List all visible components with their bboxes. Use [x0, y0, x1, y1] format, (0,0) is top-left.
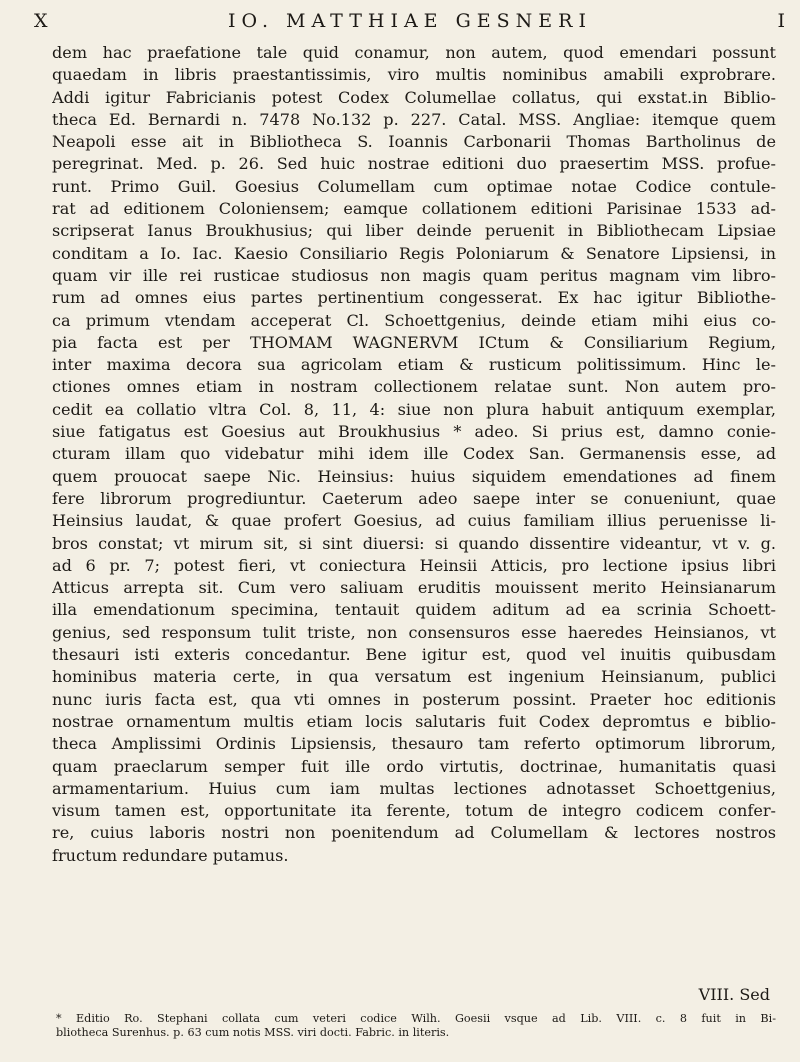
text-line: quem prouocat saepe Nic. Heinsius: huius siquidem emendationes ad finem	[52, 466, 776, 486]
text-line: peregrinat. Med. p. 26. Sed huic nostrae editioni duo praesertim MSS. profue-	[52, 154, 776, 174]
text-line: runt. Primo Guil. Goesius Columellam cum optimae notae Codice contule-	[52, 176, 776, 196]
text-line: genius, sed responsum tulit triste, non consensuros esse haeredes Heinsianos, vt	[52, 622, 776, 642]
text-line: re, cuius laboris nostri non poenitendum ad Columellam & lectores nostros	[52, 823, 776, 843]
text-line: theca Amplissimi Ordinis Lipsiensis, thesauro tam referto optimorum librorum,	[52, 734, 776, 754]
text-line: dem hac praefatione tale quid conamur, non autem, quod emendari possunt	[52, 43, 776, 62]
text-line: cturam illam quo videbatur mihi idem ille Codex San. Germanensis esse, ad	[52, 444, 776, 464]
text-line: fructum redundare putamus.	[52, 845, 289, 865]
text-line: rum ad omnes eius partes pertinentium congesserat. Ex hac igitur Bibliothe-	[52, 288, 776, 308]
text-line: inter maxima decora sua agricolam etiam & rusticum politissimum. Hinc le-	[52, 355, 776, 375]
main-text	[52, 42, 776, 867]
text-line: ca primum vtendam acceperat Cl. Schoettgenius, deinde etiam mihi eius co-	[52, 310, 776, 330]
text-line: fere librorum progrediuntur. Caeterum adeo saepe inter se conueniunt, quae	[52, 488, 776, 508]
text-line: conditam a Io. Iac. Kaesio Consiliario Regis Poloniarum & Senatore Lipsiensi, in	[52, 243, 776, 263]
text-line: cedit ea collatio vltra Col. 8, 11, 4: siue non plura habuit antiquum exemplar,	[52, 399, 776, 419]
text-line: Atticus arrepta sit. Cum vero saliuam eruditis mouissent merito Heinsianarum	[52, 578, 776, 598]
text-line: bros constat; vt mirum sit, si sint diuersi: si quando dissentire videantur, vt v. g.	[52, 533, 776, 553]
text-line: ctiones omnes etiam in nostram collectionem relatae sunt. Non autem pro-	[52, 377, 776, 397]
text-line: nunc iuris facta est, qua vti omnes in posterum possint. Praeter hoc editionis	[52, 689, 776, 709]
text-line: hominibus materia certe, in qua versatum est ingenium Heinsianum, publici	[52, 667, 776, 687]
text-line: quaedam in libris praestantissimis, viro multis nominibus amabili exprobrare.	[52, 65, 776, 85]
text-line: scripserat Ianus Broukhusius; qui liber deinde peruenit in Bibliothecam Lipsiae	[52, 221, 776, 241]
text-line: illa emendationum specimina, tentauit quidem aditum ad ea scrinia Schoett-	[52, 600, 776, 620]
running-head-right-mark: I	[777, 10, 788, 32]
text-line: Neapoli esse ait in Bibliotheca S. Ioannis Carbonarii Thomas Bartholinus de	[52, 132, 776, 152]
text-line: armamentarium. Huius cum iam multas lectiones adnotasset Schoettgenius,	[52, 778, 776, 798]
footnote-line: * Editio Ro. Stephani collata cum veteri codice Wilh. Goesii vsque ad Lib. VIII. c. 8 fuit in Bi-	[56, 1012, 776, 1025]
text-line: quam vir ille rei rusticae studiosus non magis quam peritus magnam vim libro-	[52, 265, 776, 285]
text-line: ad 6 pr. 7; potest fieri, vt coniectura Heinsii Atticis, pro lectione ipsius libri	[52, 555, 776, 575]
text-line: nostrae ornamentum multis etiam locis salutaris fuit Codex depromtus e biblio-	[52, 711, 776, 731]
text-line: thesauri isti exteris concedantur. Bene igitur est, quod vel inuitis quibusdam	[52, 645, 776, 665]
text-line: Addi igitur Fabricianis potest Codex Columellae collatus, qui exstat.in Biblio-	[52, 87, 776, 107]
catchword: VIII. Sed	[698, 985, 770, 1004]
text-line: rat ad editionem Coloniensem; eamque collationem editioni Parisinae 1533 ad-	[52, 199, 776, 219]
running-head	[28, 6, 788, 36]
text-line: quam praeclarum semper fuit ille ordo virtutis, doctrinae, humanitatis quasi	[52, 756, 776, 776]
text-line: pia facta est per THOMAM WAGNERVM ICtum & Consiliarium Regium,	[52, 332, 776, 352]
text-line: visum tamen est, opportunitate ita ferente, totum de integro codicem confer-	[52, 801, 776, 821]
text-line: Heinsius laudat, & quae profert Goesius, ad cuius familiam illius peruenisse li-	[52, 511, 776, 531]
footnote	[56, 1012, 776, 1040]
text-line: theca Ed. Bernardi n. 7478 No.132 p. 227. Catal. MSS. Angliae: itemque quem	[52, 109, 776, 129]
footnote-line: bliotheca Surenhus. p. 63 cum notis MSS. viri docti. Fabric. in literis.	[56, 1026, 450, 1039]
running-title: IO. MATTHIAE GESNERI	[228, 10, 592, 32]
page-number: X	[34, 10, 51, 32]
text-line: siue fatigatus est Goesius aut Broukhusius * adeo. Si prius est, damno conie-	[52, 422, 776, 442]
